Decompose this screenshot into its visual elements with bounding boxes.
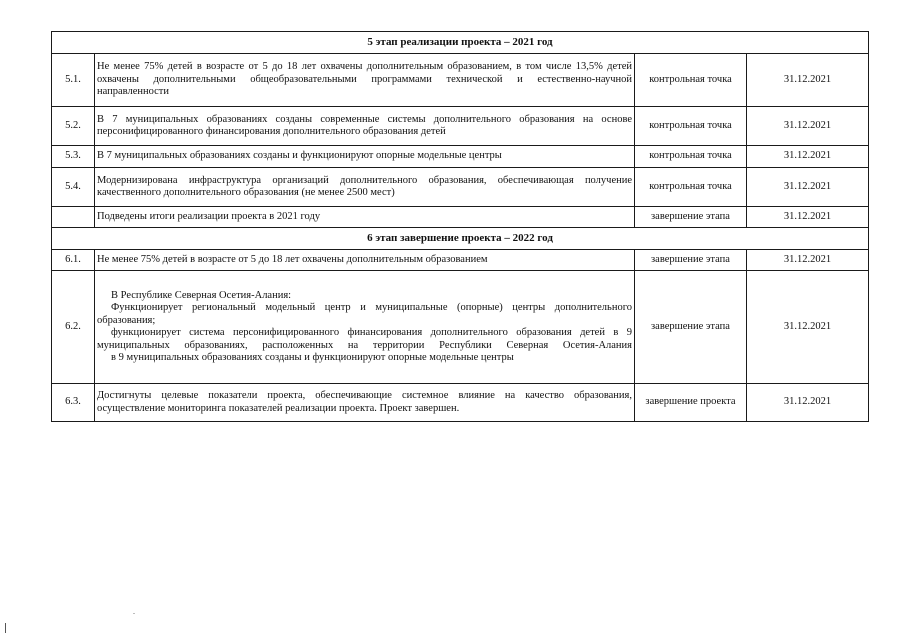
table-row bbox=[52, 146, 869, 168]
activity-line: в 9 муниципальных образованиях созданы и функционируют опорные модельные центры bbox=[111, 352, 514, 363]
stage-5-title: 5 этап реализации проекта – 2021 год bbox=[52, 32, 869, 54]
project-stages-table bbox=[51, 31, 869, 422]
row-number: 5.1. bbox=[52, 54, 95, 107]
activity-text: В 7 муниципальных образованиях созданы современные системы дополнительного образования на основе персонифицированного финансирования дополнительного образования детей bbox=[95, 107, 635, 146]
milestone-type: завершение этапа bbox=[635, 250, 747, 271]
margin-mark bbox=[5, 623, 6, 633]
due-date: 31.12.2021 bbox=[747, 384, 869, 422]
row-number: 5.4. bbox=[52, 168, 95, 207]
row-number: 5.3. bbox=[52, 146, 95, 168]
row-number: 6.2. bbox=[52, 271, 95, 384]
table-row bbox=[52, 54, 869, 107]
milestone-type: контрольная точка bbox=[635, 168, 747, 207]
table-row bbox=[52, 384, 869, 422]
activity-text: Модернизирована инфраструктура организаций дополнительного образования, обеспечивающая получение качественного дополнительного образования (не менее 2500 мест) bbox=[95, 168, 635, 207]
row-number: 6.3. bbox=[52, 384, 95, 422]
activity-text: Не менее 75% детей в возрасте от 5 до 18 лет охвачены дополнительным образованием bbox=[95, 250, 635, 271]
due-date: 31.12.2021 bbox=[747, 207, 869, 228]
stage-5-header-row bbox=[52, 32, 869, 54]
activity-line: функционирует система персонифицированного финансирования дополнительного образования детей в 9 муниципальных образованиях, расположенных на территории Республики Северная Осетия-Алания bbox=[97, 327, 632, 351]
milestone-type: контрольная точка bbox=[635, 54, 747, 107]
activity-text: Не менее 75% детей в возрасте от 5 до 18 лет охвачены дополнительным образованием, в том числе 13,5% детей охвачены дополнительными общеобразовательными программами технической и естественно-научной направленности bbox=[95, 54, 635, 107]
due-date: 31.12.2021 bbox=[747, 146, 869, 168]
activity-line: Функционирует региональный модельный центр и муниципальные (опорные) центры дополнительного образования; bbox=[97, 302, 632, 326]
due-date: 31.12.2021 bbox=[747, 271, 869, 384]
due-date: 31.12.2021 bbox=[747, 250, 869, 271]
table-row bbox=[52, 207, 869, 228]
scan-speck bbox=[133, 613, 135, 614]
activity-text: Достигнуты целевые показатели проекта, обеспечивающие системное влияние на качество образования, осуществление мониторинга показателей реализации проекта. Проект завершен. bbox=[95, 384, 635, 422]
activity-text: Подведены итоги реализации проекта в 2021 году bbox=[95, 207, 635, 228]
row-number: 6.1. bbox=[52, 250, 95, 271]
due-date: 31.12.2021 bbox=[747, 54, 869, 107]
milestone-type: завершение этапа bbox=[635, 271, 747, 384]
table-row bbox=[52, 271, 869, 384]
activity-text: В 7 муниципальных образованиях созданы и функционируют опорные модельные центры bbox=[95, 146, 635, 168]
activity-text bbox=[95, 271, 635, 384]
row-number: 5.2. bbox=[52, 107, 95, 146]
milestone-type: контрольная точка bbox=[635, 146, 747, 168]
stage-6-title: 6 этап завершение проекта – 2022 год bbox=[52, 228, 869, 250]
table-row bbox=[52, 168, 869, 207]
table-row bbox=[52, 250, 869, 271]
milestone-type: завершение этапа bbox=[635, 207, 747, 228]
milestone-type: завершение проекта bbox=[635, 384, 747, 422]
activity-line: В Республике Северная Осетия-Алания: bbox=[111, 289, 292, 301]
stage-6-header-row bbox=[52, 228, 869, 250]
table-row bbox=[52, 107, 869, 146]
row-number bbox=[52, 207, 95, 228]
due-date: 31.12.2021 bbox=[747, 107, 869, 146]
due-date: 31.12.2021 bbox=[747, 168, 869, 207]
milestone-type: контрольная точка bbox=[635, 107, 747, 146]
